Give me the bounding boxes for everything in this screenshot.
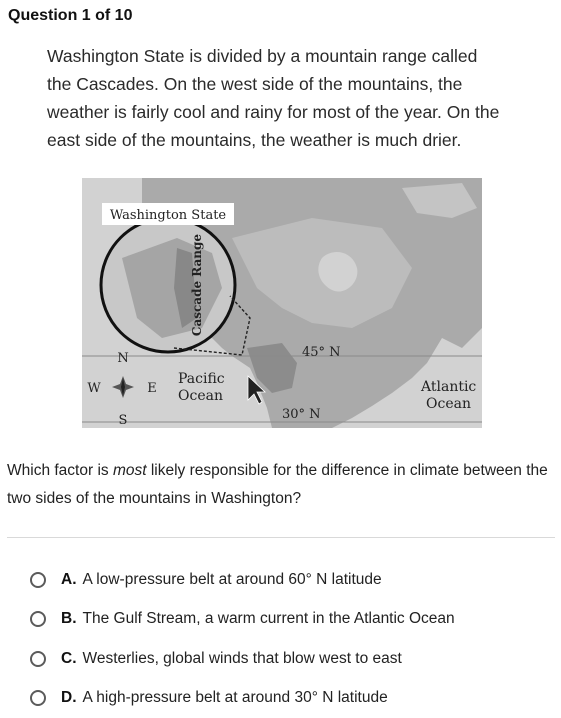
choice-d[interactable]: D. A high-pressure belt at around 30° N latitude (30, 679, 550, 718)
pacific-ocean-label-2: Ocean (178, 388, 223, 404)
compass-s: S (119, 413, 128, 428)
compass-n: N (117, 351, 128, 366)
passage-line: the Cascades. On the west side of the mountains, the (47, 70, 527, 98)
lat-45-label: 45° N (302, 345, 341, 360)
divider (7, 537, 555, 538)
radio-button[interactable] (30, 572, 46, 588)
compass-e: E (147, 381, 157, 396)
passage-line: weather is fairly cool and rainy for most of the year. On the (47, 98, 527, 126)
radio-button[interactable] (30, 690, 46, 706)
passage-line: Washington State is divided by a mountain range called (47, 42, 527, 70)
pacific-ocean-label-1: Pacific (178, 371, 225, 387)
lat-30-label: 30° N (282, 407, 321, 422)
answer-choices (30, 560, 550, 718)
choice-a[interactable]: A. A low-pressure belt at around 60° N latitude (30, 560, 550, 600)
radio-button[interactable] (30, 611, 46, 627)
question-counter: Question 1 of 10 (8, 7, 132, 25)
choice-c[interactable]: C. Westerlies, global winds that blow west to east (30, 639, 550, 679)
washington-state-label: Washington State (110, 208, 227, 223)
radio-button[interactable] (30, 651, 46, 667)
passage-line: east side of the mountains, the weather is much drier. (47, 126, 527, 154)
choice-b[interactable]: B. The Gulf Stream, a warm current in the Atlantic Ocean (30, 600, 550, 640)
cascade-range-label: Cascade Range (190, 234, 204, 337)
atlantic-ocean-label-2: Ocean (426, 396, 471, 412)
compass-w: W (87, 381, 101, 396)
north-america-map (82, 178, 482, 428)
emphasis-text: most (113, 462, 147, 479)
question-prompt: Which factor is most likely responsible for the difference in climate between the two sides of the mountains in Washington? (7, 457, 555, 513)
atlantic-ocean-label-1: Atlantic (420, 379, 476, 395)
passage (47, 42, 527, 154)
